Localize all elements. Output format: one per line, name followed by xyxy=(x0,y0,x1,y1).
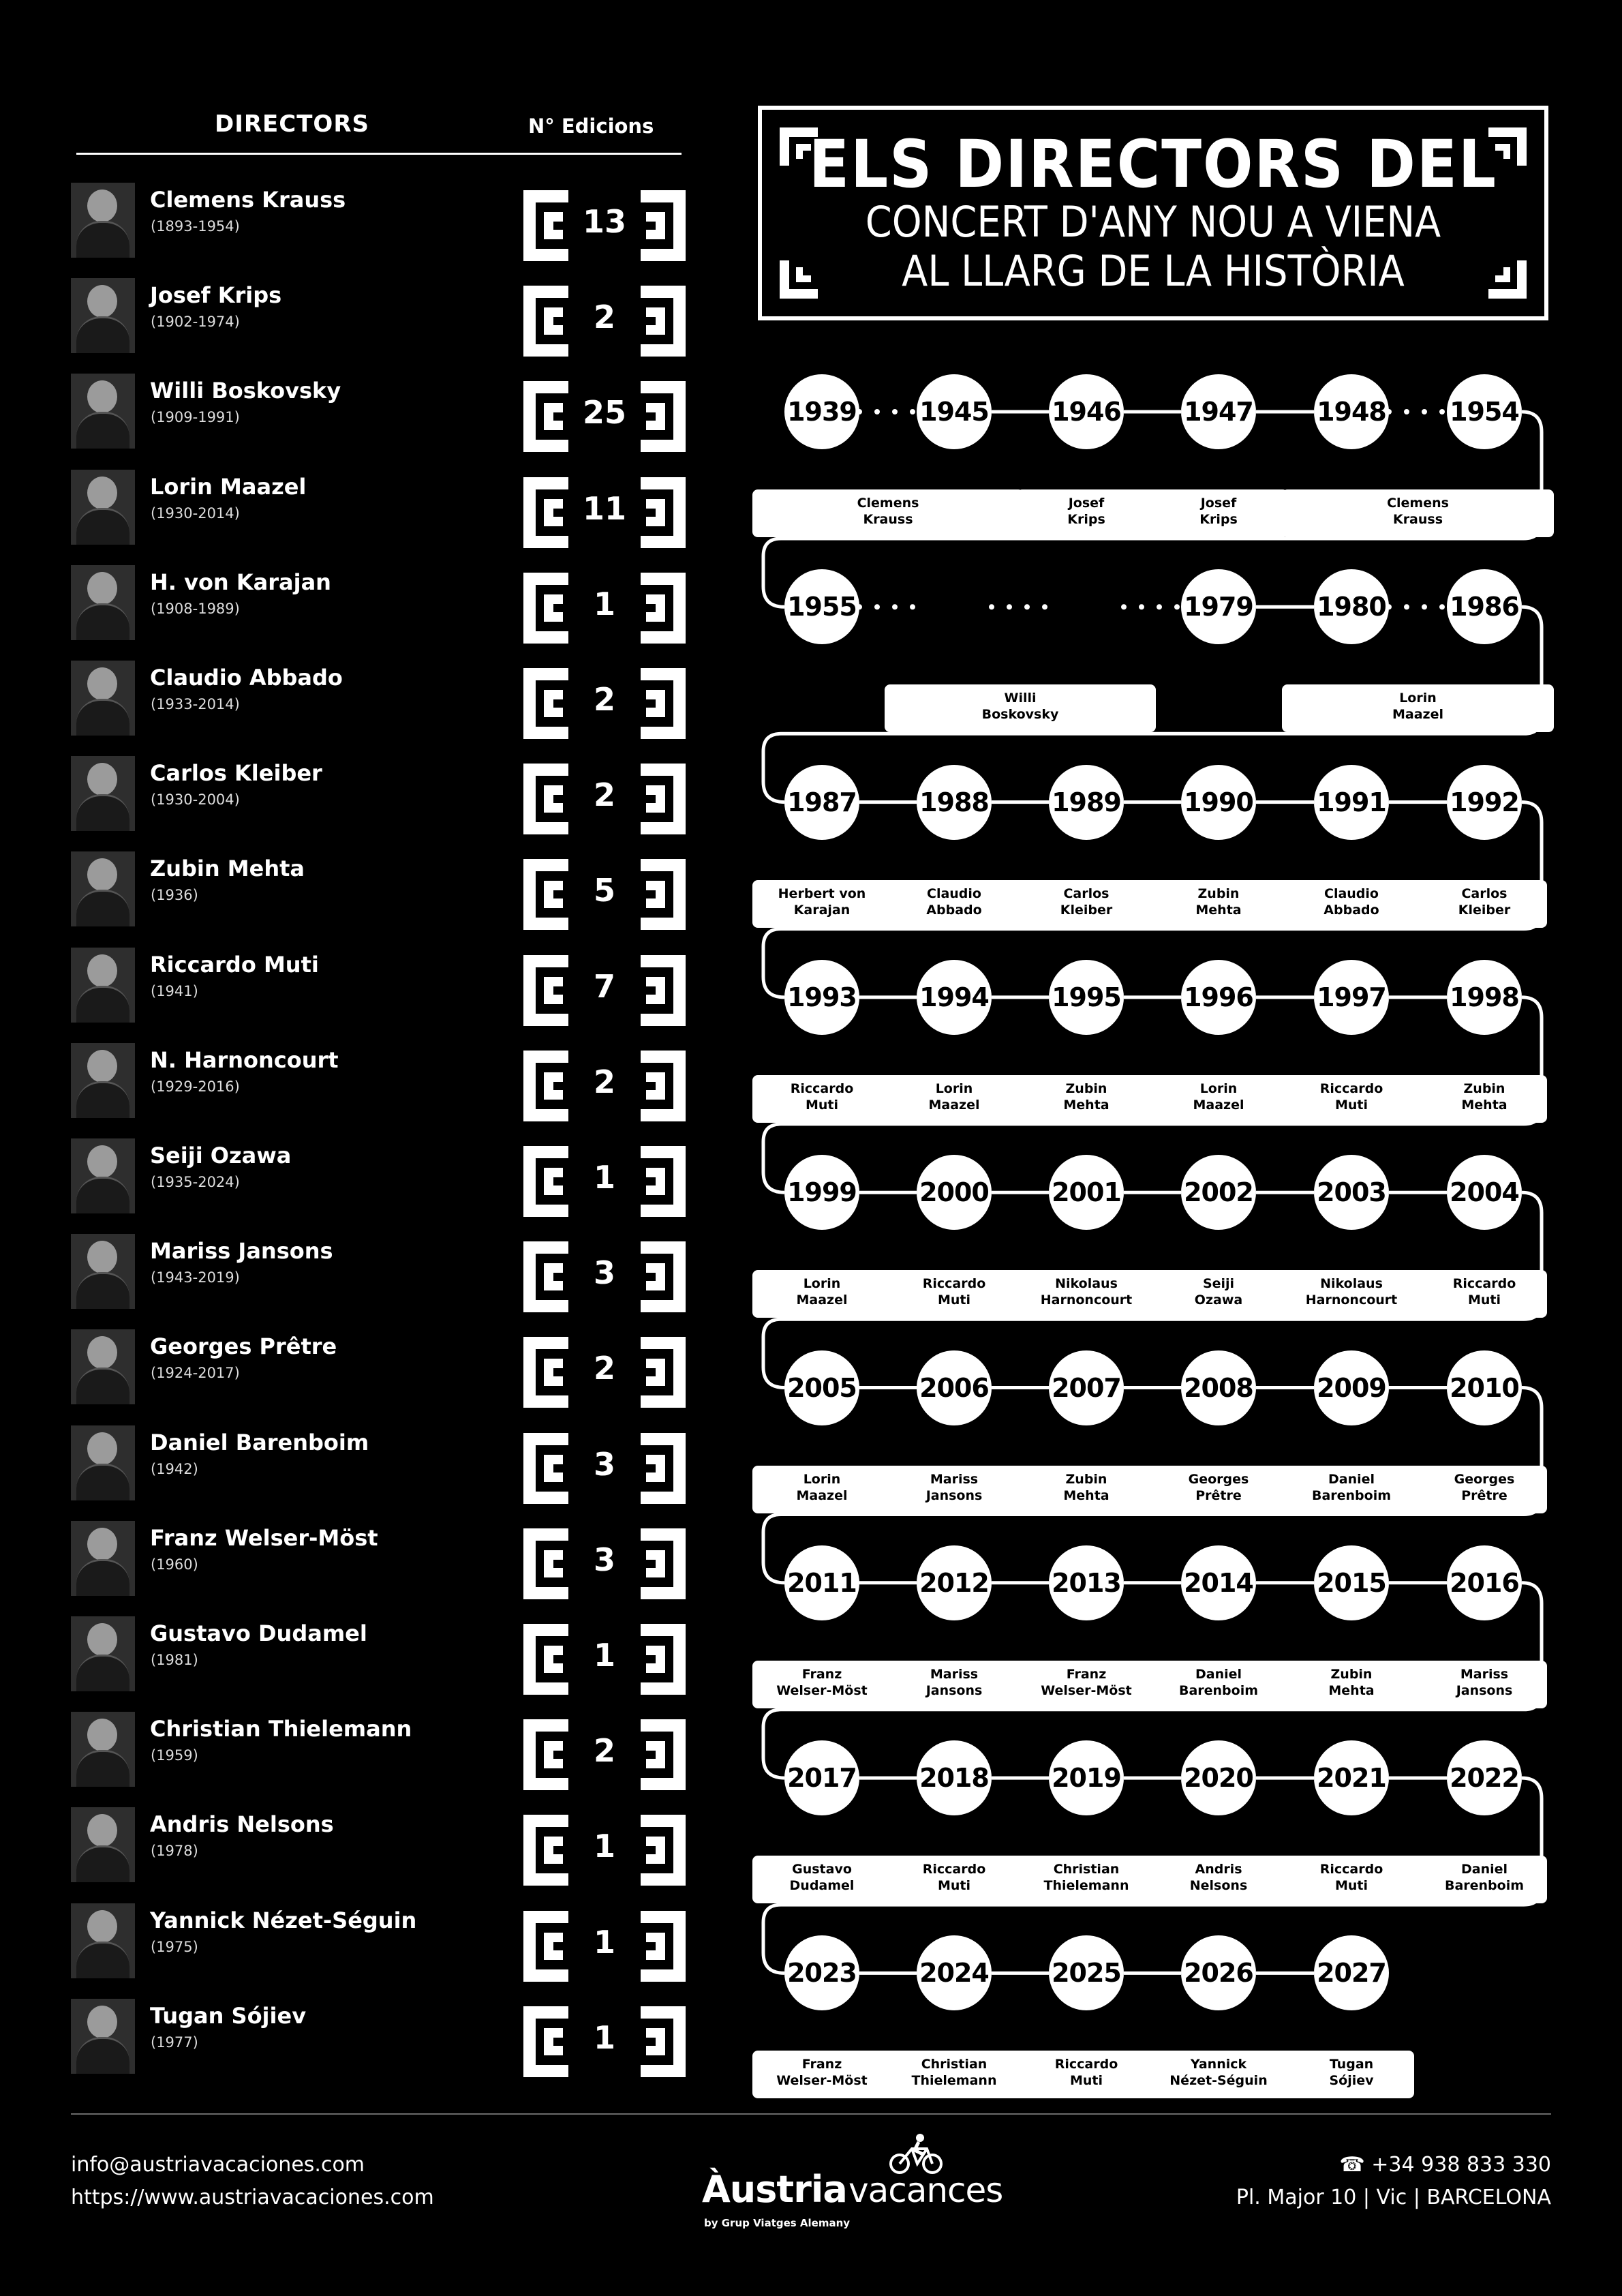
brand-logo-bold: Àustria xyxy=(702,2168,847,2211)
timeline-year: 2005 xyxy=(784,1350,859,1425)
director-name: Carlos Kleiber xyxy=(150,760,322,786)
timeline-director-label-line: Riccardo xyxy=(922,1276,986,1292)
timeline-director-label-line: Franz xyxy=(1066,1666,1107,1682)
timeline-director-label-line: Mehta xyxy=(1328,1682,1375,1698)
timeline-director-label-line: Willi xyxy=(1004,691,1037,706)
timeline-year: 2025 xyxy=(1049,1935,1124,2010)
timeline-year: 2019 xyxy=(1049,1740,1124,1815)
director-dates: (1893-1954) xyxy=(151,218,240,235)
timeline-director-label-line: Kleiber xyxy=(1060,902,1113,918)
timeline-year: 1979 xyxy=(1181,569,1256,644)
director-dates: (1930-2004) xyxy=(151,791,240,808)
timeline-director-label xyxy=(1353,690,1483,723)
editions-count: 1 xyxy=(593,1924,615,1961)
timeline-director-label xyxy=(1154,1081,1283,1113)
director-name: Tugan Sójiev xyxy=(150,2003,307,2029)
footer-divider xyxy=(71,2113,1551,2115)
timeline-director-label-line: Riccardo xyxy=(790,1081,854,1096)
directors-column-header: DIRECTORS xyxy=(215,110,369,138)
timeline-director-label-line: Welser-Möst xyxy=(1041,1682,1132,1698)
timeline-director-label-line: Krips xyxy=(1067,512,1105,527)
timeline-year: 2006 xyxy=(917,1350,992,1425)
timeline-director-label-line: Mehta xyxy=(1195,902,1242,918)
timeline-year: 2003 xyxy=(1314,1155,1389,1230)
timeline-director-label-line: Dudamel xyxy=(789,1878,855,1894)
timeline-director-label-line: Christian xyxy=(1053,1862,1120,1877)
timeline-year: 2015 xyxy=(1314,1545,1389,1620)
timeline-director-label-line: Riccardo xyxy=(922,1862,986,1877)
timeline-director-label xyxy=(1022,1081,1151,1113)
timeline-director-label-line: Georges xyxy=(1454,1471,1515,1487)
timeline-director-label-line: Nelsons xyxy=(1189,1878,1248,1894)
timeline-year: 1998 xyxy=(1447,960,1522,1035)
timeline-director-label xyxy=(1022,2056,1151,2089)
editions-count: 11 xyxy=(582,490,626,527)
editions-column-header: N° Edicions xyxy=(528,115,654,138)
director-name: Willi Boskovsky xyxy=(150,378,341,404)
director-dates: (1959) xyxy=(151,1747,198,1764)
editions-count: 1 xyxy=(593,1159,615,1196)
timeline-director-label-line: Carlos xyxy=(1063,886,1110,901)
timeline-director-label-line: Herbert von xyxy=(778,886,866,901)
timeline-director-label-line: Christian xyxy=(921,2057,988,2072)
timeline-director-label-line: Claudio xyxy=(927,886,981,901)
director-dates: (1977) xyxy=(151,2034,198,2051)
timeline-director-label xyxy=(1022,1861,1151,1894)
timeline-director-label xyxy=(889,1081,1019,1113)
director-name: Lorin Maazel xyxy=(150,474,307,500)
timeline-director-label xyxy=(1022,886,1151,918)
timeline-director-label xyxy=(1420,886,1549,918)
director-name: Zubin Mehta xyxy=(150,856,305,881)
timeline-director-label-line: Clemens xyxy=(857,496,919,511)
timeline-director-label xyxy=(1420,1275,1549,1308)
timeline-director-label-line: Krauss xyxy=(863,512,913,527)
timeline-director-label xyxy=(1287,1861,1416,1894)
timeline-director-label-line: Daniel xyxy=(1460,1862,1508,1877)
timeline-director-label-line: Lorin xyxy=(1399,691,1437,706)
director-name: Seiji Ozawa xyxy=(150,1143,292,1168)
brand-logo-light: vacances xyxy=(848,2171,1003,2210)
timeline-year: 1980 xyxy=(1314,569,1389,644)
timeline-year: 1999 xyxy=(784,1155,859,1230)
timeline-director-label-line: Harnoncourt xyxy=(1305,1293,1398,1308)
timeline-year: 1954 xyxy=(1447,374,1522,449)
title-line-3: AL LLARG DE LA HISTÒRIA xyxy=(902,246,1405,296)
timeline-year: 2016 xyxy=(1447,1545,1522,1620)
timeline-director-label xyxy=(823,495,953,528)
timeline-director-label-line: Riccardo xyxy=(1319,1081,1383,1096)
timeline-director-label xyxy=(1022,1666,1151,1699)
timeline-director-label-line: Kleiber xyxy=(1458,902,1511,918)
timeline-year: 2022 xyxy=(1447,1740,1522,1815)
timeline-director-label xyxy=(889,2056,1019,2089)
timeline-year: 2010 xyxy=(1447,1350,1522,1425)
timeline-year: 2012 xyxy=(917,1545,992,1620)
editions-count: 2 xyxy=(593,1732,615,1769)
timeline-director-label-line: Muti xyxy=(937,1878,971,1894)
director-name: Riccardo Muti xyxy=(150,952,319,978)
timeline-year: 1986 xyxy=(1447,569,1522,644)
timeline-year: 1987 xyxy=(784,765,859,840)
cyclist-icon xyxy=(886,2134,947,2175)
director-dates: (1908-1989) xyxy=(151,601,240,617)
brand-logo-subtitle: by Grup Viatges Alemany xyxy=(704,2217,851,2229)
director-name: Josef Krips xyxy=(150,282,282,308)
timeline-director-label-line: Welser-Möst xyxy=(776,1682,868,1698)
timeline-director-label-line: Boskovsky xyxy=(981,707,1059,723)
editions-count: 2 xyxy=(593,299,615,335)
timeline-year: 1991 xyxy=(1314,765,1389,840)
timeline-director-label xyxy=(1353,495,1483,528)
editions-count: 3 xyxy=(593,1541,615,1578)
timeline-director-label-line: Maazel xyxy=(1193,1097,1244,1113)
title-line-1: ELS DIRECTORS DEL xyxy=(809,126,1497,202)
timeline-year: 2027 xyxy=(1314,1935,1389,2010)
timeline-year: 2023 xyxy=(784,1935,859,2010)
editions-count: 5 xyxy=(593,872,615,909)
timeline-director-label-line: Nézet-Séguin xyxy=(1169,2073,1268,2089)
timeline-director-label xyxy=(757,1861,887,1894)
timeline-director-label-line: Mehta xyxy=(1063,1097,1110,1113)
timeline-director-label xyxy=(1154,495,1283,528)
footer-address: Pl. Major 10 | Vic | BARCELONA xyxy=(1236,2186,1551,2209)
timeline-director-label-line: Prêtre xyxy=(1195,1487,1242,1503)
timeline-director-label xyxy=(1287,1275,1416,1308)
editions-count: 1 xyxy=(593,586,615,622)
timeline-director-label xyxy=(1420,1666,1549,1699)
director-dates: (1936) xyxy=(151,887,198,903)
editions-count: 13 xyxy=(582,203,626,240)
timeline-director-label-line: Mariss xyxy=(930,1471,979,1487)
timeline-director-label xyxy=(1287,1666,1416,1699)
timeline-director-label xyxy=(955,690,1085,723)
timeline-director-label-line: Muti xyxy=(805,1097,839,1113)
timeline-director-label-line: Nikolaus xyxy=(1055,1276,1118,1292)
director-name: Clemens Krauss xyxy=(150,187,346,213)
timeline-director-label xyxy=(1022,1275,1151,1308)
timeline-director-label xyxy=(1154,886,1283,918)
timeline-director-label-line: Gustavo xyxy=(792,1862,852,1877)
director-dates: (1943-2019) xyxy=(151,1269,240,1286)
timeline-director-label-line: Maazel xyxy=(1392,707,1443,723)
director-dates: (1935-2024) xyxy=(151,1174,240,1190)
timeline-director-label-line: Mariss xyxy=(1460,1666,1509,1682)
timeline-director-label xyxy=(1287,1081,1416,1113)
timeline-director-label xyxy=(757,2056,887,2089)
title-line-2: CONCERT D'ANY NOU A VIENA xyxy=(865,197,1441,247)
timeline-year: 2008 xyxy=(1181,1350,1256,1425)
timeline-director-label xyxy=(757,886,887,918)
timeline-director-label xyxy=(1154,1666,1283,1699)
director-dates: (1978) xyxy=(151,1843,198,1859)
timeline-director-label-line: Abbado xyxy=(1323,902,1379,918)
timeline-year: 2001 xyxy=(1049,1155,1124,1230)
director-dates: (1941) xyxy=(151,983,198,999)
timeline-director-label-line: Maazel xyxy=(796,1293,848,1308)
timeline-year: 2007 xyxy=(1049,1350,1124,1425)
timeline-year: 2011 xyxy=(784,1545,859,1620)
timeline-director-label-line: Krips xyxy=(1199,512,1238,527)
timeline-year: 1996 xyxy=(1181,960,1256,1035)
timeline-year: 2000 xyxy=(917,1155,992,1230)
timeline-year: 1992 xyxy=(1447,765,1522,840)
editions-count: 25 xyxy=(582,394,626,431)
timeline-director-label-line: Zubin xyxy=(1463,1081,1505,1096)
timeline-director-label-line: Ozawa xyxy=(1194,1293,1243,1308)
timeline-director-label xyxy=(1154,1275,1283,1308)
timeline-year: 2009 xyxy=(1314,1350,1389,1425)
timeline-director-label xyxy=(1287,2056,1416,2089)
timeline-director-label-line: Lorin xyxy=(1199,1081,1238,1096)
timeline-director-label-line: Yannick xyxy=(1190,2057,1247,2072)
timeline-year: 1948 xyxy=(1314,374,1389,449)
timeline-director-label-line: Krauss xyxy=(1392,512,1443,527)
timeline-director-label-line: Zubin xyxy=(1197,886,1240,901)
timeline-director-label-line: Welser-Möst xyxy=(776,2073,868,2089)
timeline-director-label-line: Carlos xyxy=(1461,886,1508,901)
timeline-year: 1993 xyxy=(784,960,859,1035)
timeline-year: 1988 xyxy=(917,765,992,840)
timeline-year: 1994 xyxy=(917,960,992,1035)
timeline-director-label xyxy=(1420,1861,1549,1894)
timeline-director-label-line: Lorin xyxy=(803,1276,841,1292)
director-dates: (1960) xyxy=(151,1556,198,1573)
director-name: Georges Prêtre xyxy=(150,1333,337,1359)
timeline-director-label xyxy=(1022,495,1151,528)
timeline-director-label-line: Zubin xyxy=(1330,1666,1373,1682)
timeline-director-label-line: Franz xyxy=(801,2057,842,2072)
timeline-year: 1939 xyxy=(784,374,859,449)
editions-count: 2 xyxy=(593,1063,615,1100)
director-name: Gustavo Dudamel xyxy=(150,1620,367,1646)
timeline-director-label xyxy=(889,1471,1019,1504)
director-dates: (1909-1991) xyxy=(151,409,240,425)
timeline-director-label-line: Jansons xyxy=(1456,1682,1513,1698)
timeline-director-label-line: Karajan xyxy=(793,902,851,918)
timeline-director-label-line: Jansons xyxy=(925,1487,983,1503)
director-name: Claudio Abbado xyxy=(150,665,343,691)
director-dates: (1933-2014) xyxy=(151,696,240,712)
timeline-director-label-line: Riccardo xyxy=(1054,2057,1118,2072)
timeline-director-label-line: Lorin xyxy=(935,1081,973,1096)
timeline-director-label-line: Georges xyxy=(1188,1471,1249,1487)
director-dates: (1929-2016) xyxy=(151,1078,240,1095)
director-dates: (1975) xyxy=(151,1939,198,1955)
timeline-director-label xyxy=(757,1081,887,1113)
director-name: Franz Welser-Möst xyxy=(150,1525,378,1551)
timeline-director-label-line: Daniel xyxy=(1328,1471,1375,1487)
editions-count: 2 xyxy=(593,776,615,813)
timeline-director-label-line: Daniel xyxy=(1195,1666,1242,1682)
timeline-year: 2004 xyxy=(1447,1155,1522,1230)
editions-count: 3 xyxy=(593,1254,615,1291)
editions-count: 2 xyxy=(593,681,615,718)
timeline-director-label xyxy=(1420,1471,1549,1504)
footer-phone[interactable]: ☎ +34 938 833 330 xyxy=(1339,2153,1551,2177)
timeline-year: 2013 xyxy=(1049,1545,1124,1620)
timeline-director-label xyxy=(889,886,1019,918)
timeline-director-label-line: Mariss xyxy=(930,1666,979,1682)
timeline-director-label xyxy=(757,1666,887,1699)
timeline-director-label-line: Abbado xyxy=(926,902,982,918)
timeline-year: 2020 xyxy=(1181,1740,1256,1815)
timeline-director-label-line: Zubin xyxy=(1065,1471,1107,1487)
timeline-year: 2024 xyxy=(917,1935,992,2010)
timeline-director-label-line: Thielemann xyxy=(911,2073,997,2089)
director-dates: (1902-1974) xyxy=(151,314,240,330)
timeline-director-label-line: Harnoncourt xyxy=(1040,1293,1133,1308)
timeline-year: 2002 xyxy=(1181,1155,1256,1230)
timeline-director-label xyxy=(1287,1471,1416,1504)
timeline-director-label-line: Prêtre xyxy=(1461,1487,1508,1503)
timeline-year: 1997 xyxy=(1314,960,1389,1035)
timeline-director-label xyxy=(1154,2056,1283,2089)
timeline-director-label-line: Tugan xyxy=(1329,2057,1374,2072)
timeline-director-label-line: Josef xyxy=(1068,496,1105,511)
timeline-director-label-line: Muti xyxy=(1069,2073,1103,2089)
timeline-director-label xyxy=(889,1666,1019,1699)
timeline-director-label-line: Mehta xyxy=(1063,1487,1110,1503)
timeline-year: 1990 xyxy=(1181,765,1256,840)
timeline-director-label xyxy=(889,1275,1019,1308)
timeline-director-label-line: Josef xyxy=(1200,496,1237,511)
timeline-director-label-line: Muti xyxy=(1467,1293,1501,1308)
timeline-year: 2026 xyxy=(1181,1935,1256,2010)
timeline-director-label xyxy=(1022,1471,1151,1504)
timeline-director-label xyxy=(757,1471,887,1504)
timeline-year: 1947 xyxy=(1181,374,1256,449)
director-dates: (1930-2014) xyxy=(151,505,240,522)
timeline-year: 1995 xyxy=(1049,960,1124,1035)
footer-website-link[interactable]: https://www.austriavacaciones.com xyxy=(71,2186,434,2209)
timeline-director-label-line: Clemens xyxy=(1387,496,1449,511)
timeline-director-label-line: Maazel xyxy=(928,1097,980,1113)
timeline-director-label-line: Riccardo xyxy=(1319,1862,1383,1877)
timeline-director-label-line: Barenboim xyxy=(1444,1878,1525,1894)
timeline-director-label xyxy=(1420,1081,1549,1113)
timeline-director-label-line: Franz xyxy=(801,1666,842,1682)
timeline-director-label-line: Muti xyxy=(937,1293,971,1308)
timeline-director-label-line: Thielemann xyxy=(1043,1878,1129,1894)
timeline-year: 1946 xyxy=(1049,374,1124,449)
director-dates: (1924-2017) xyxy=(151,1365,240,1381)
timeline-year: 2021 xyxy=(1314,1740,1389,1815)
director-name: N. Harnoncourt xyxy=(150,1047,339,1073)
timeline-year: 2017 xyxy=(784,1740,859,1815)
director-name: H. von Karajan xyxy=(150,569,331,595)
timeline-director-label-line: Jansons xyxy=(925,1682,983,1698)
timeline-director-label-line: Nikolaus xyxy=(1320,1276,1383,1292)
director-name: Mariss Jansons xyxy=(150,1238,333,1264)
editions-count: 1 xyxy=(593,1828,615,1864)
editions-count: 1 xyxy=(593,2019,615,2056)
timeline-director-label-line: Lorin xyxy=(803,1471,841,1487)
timeline-director-label-line: Mehta xyxy=(1461,1097,1508,1113)
timeline-year: 2018 xyxy=(917,1740,992,1815)
timeline-director-label xyxy=(889,1861,1019,1894)
timeline-director-label-line: Riccardo xyxy=(1452,1276,1516,1292)
timeline-year: 1989 xyxy=(1049,765,1124,840)
director-name: Andris Nelsons xyxy=(150,1811,334,1837)
editions-count: 2 xyxy=(593,1350,615,1387)
director-dates: (1942) xyxy=(151,1461,198,1477)
timeline-year: 1955 xyxy=(784,569,859,644)
editions-count: 1 xyxy=(593,1637,615,1674)
editions-count: 7 xyxy=(593,968,615,1005)
director-dates: (1981) xyxy=(151,1652,198,1668)
timeline-director-label-line: Zubin xyxy=(1065,1081,1107,1096)
timeline-director-label-line: Maazel xyxy=(796,1487,848,1503)
director-name: Christian Thielemann xyxy=(150,1716,412,1742)
timeline-director-label xyxy=(1287,886,1416,918)
timeline-director-label-line: Muti xyxy=(1334,1878,1368,1894)
timeline-year: 2014 xyxy=(1181,1545,1256,1620)
editions-count: 3 xyxy=(593,1446,615,1483)
timeline-director-label-line: Seiji xyxy=(1202,1276,1235,1292)
timeline-director-label-line: Claudio xyxy=(1324,886,1379,901)
director-name: Daniel Barenboim xyxy=(150,1430,369,1455)
timeline-director-label-line: Muti xyxy=(1334,1097,1368,1113)
timeline-director-label-line: Sójiev xyxy=(1329,2073,1374,2089)
timeline-director-label-line: Barenboim xyxy=(1178,1682,1259,1698)
timeline-director-label xyxy=(1154,1861,1283,1894)
timeline-director-label-line: Andris xyxy=(1195,1862,1242,1877)
footer-email-link[interactable]: info@austriavacaciones.com xyxy=(71,2153,365,2177)
director-name: Yannick Nézet-Séguin xyxy=(150,1907,417,1933)
timeline-director-label xyxy=(1154,1471,1283,1504)
timeline-director-label-line: Barenboim xyxy=(1311,1487,1392,1503)
timeline-director-label xyxy=(757,1275,887,1308)
timeline-year: 1945 xyxy=(917,374,992,449)
